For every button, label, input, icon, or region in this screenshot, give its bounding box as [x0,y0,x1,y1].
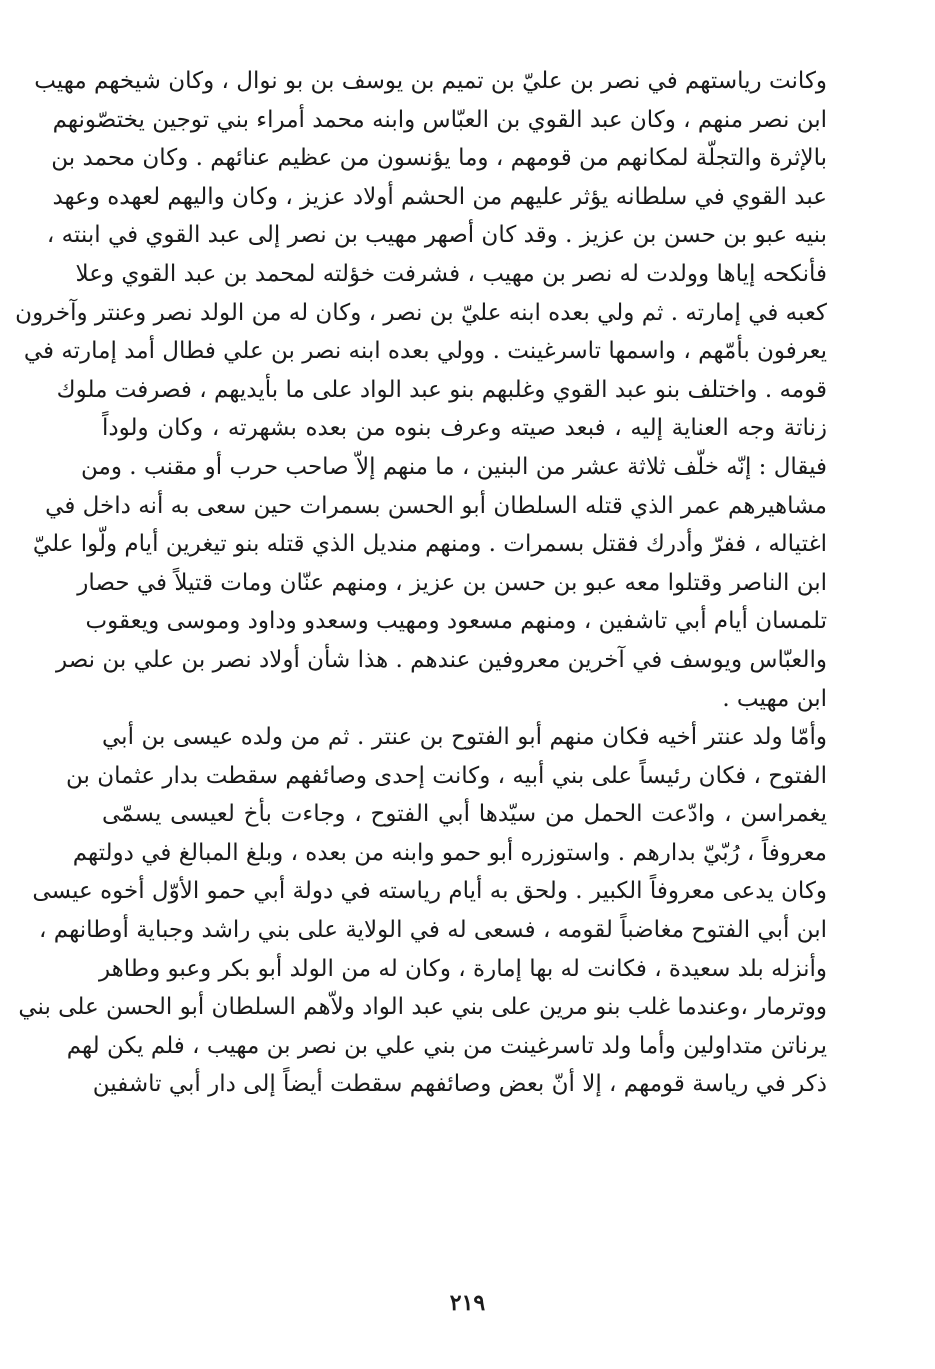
text-line: زناتة وجه العناية إليه ، فبعد صيته وعرف بنوه من بعده بشهرته ، وكان ولوداً [102,415,827,442]
text-line: يعرفون بأمّهم ، واسمها تاسرغينت . وولي بعده ابنه نصر بن علي فطال أمد إمارته في [23,338,827,365]
text-line: قومه . واختلف بنو عبد القوي وغلبهم بنو عبد الواد على ما بأيديهم ، فصرفت ملوك [56,376,827,403]
text-line: ابن نصر منهم ، وكان عبد القوي بن العبّاس وابنه محمد أمراء بني توجين يختصّونهم [52,106,827,133]
text-line: ابن الناصر وقتلوا معه عبو بن حسن بن عزيز ، ومنهم عنّان ومات قتيلاً في حصار [77,569,827,596]
paragraph-2 [18,718,827,1104]
paragraph-1 [15,62,827,718]
text-line: عبد القوي في سلطانه يؤثر عليهم من الحشم أولاد عزيز ، وكان واليهم لعهده وعهد [52,183,827,210]
text-line: وأنزله بلد سعيدة ، فكانت له بها إمارة ، وكان له من الولد أبو بكر وعبو وطاهر [98,955,827,982]
text-line: كعبه في إمارته . ثم ولي بعده ابنه عليّ بن نصر ، وكان له من الولد نصر وعنتر وآخرون [15,299,827,326]
text-line: الفتوح ، فكان رئيساً على بني أبيه ، وكانت إحدى وصائفهم سقطت بدار عثمان بن [66,762,827,789]
text-line: وكانت رياستهم في نصر بن عليّ بن تميم بن يوسف بن بو نوال ، وكان شيخهم مهيب [34,68,827,94]
page-number: ٢١٩ [449,1290,486,1316]
text-line: وأمّا ولد عنتر أخيه فكان منهم أبو الفتوح بن عنتر . ثم من ولده عيسى بن أبي [102,724,827,751]
text-line: يرناتن متداولين وأما ولد تاسرغينت من بني علي بن نصر بن مهيب ، فلم يكن لهم [66,1032,827,1059]
body-text [15,62,827,1104]
text-line: يغمراسن ، وادّعت الحمل من سيّدها أبي الفتوح ، وجاءت بأخ لعيسى يسمّى [102,801,827,828]
text-line: بالإثرة والتجلّة لمكانهم من قومهم ، وما يؤنسون من عظيم عنائهم . وكان محمد بن [51,145,827,172]
text-line: ابن أبي الفتوح مغاضباً لقومه ، فسعى له في الولاية على بني راشد وجباية أوطانهم ، [39,917,827,944]
text-line: تلمسان أيام أبي تاشفين ، ومنهم مسعود ومهيب وسعدو وداود وموسى ويعقوب [85,608,827,635]
text-line: والعبّاس ويوسف في آخرين معروفين عندهم . هذا شأن أولاد نصر بن علي بن نصر [56,646,827,673]
text-line: ابن مهيب . [722,685,827,712]
text-line: اغتياله ، ففرّ وأدرك فقتل بسمرات . ومنهم منديل الذي قتله بنو تيغرين أيام ولّوا عليّ [32,531,827,558]
text-line: معروفاً ، رُبّيّ بدارهم . واستوزره أبو حمو وابنه من بعده ، وبلغ المبالغ في دولتهم [72,839,827,866]
text-line: مشاهيرهم عمر الذي قتله السلطان أبو الحسن بسمرات حين سعى به أنه داخل في [45,492,827,519]
text-line: ذكر في رياسة قومهم ، إلا أنّ بعض وصائفهم سقطت أيضاً إلى دار أبي تاشفين [92,1071,827,1098]
text-line: فأنكحه إياها وولدت له نصر بن مهيب ، فشرفت خؤلته لمحمد بن عبد القوي وعلا [75,260,827,287]
text-line: بنيه عبو بن حسن بن عزيز . وقد كان أصهر مهيب بن نصر إلى عبد القوي في ابنته ، [46,222,827,249]
text-line: وكان يدعى معروفاً الكبير . ولحق به أيام رياسته في دولة أبي حمو الأوّل أخوه عيسى [32,878,827,905]
text-line: فيقال : إنّه خلّف ثلاثة عشر من البنين ، ما منهم إلاّ صاحب حرب أو مقنب . ومن [81,453,827,480]
text-line: ووترمار ،وعندما غلب بنو مرين على بني عبد الواد ولاّهم السلطان أبو الحسن على بني [18,994,827,1021]
